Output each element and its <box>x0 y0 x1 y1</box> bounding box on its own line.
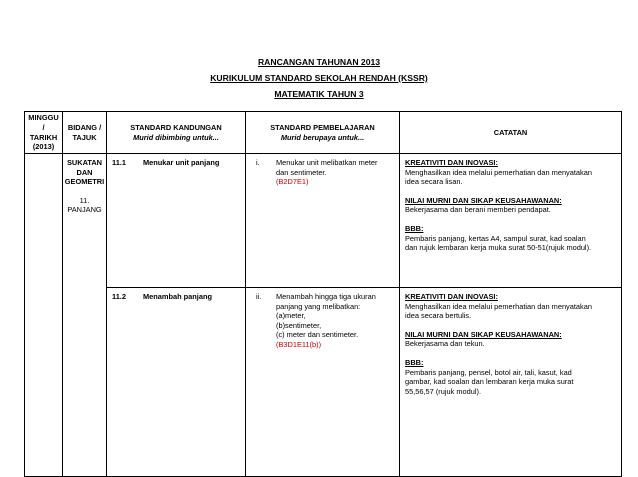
sp-code: (B3D1E11(b)) <box>276 339 322 349</box>
header-minggu: MINGGU / TARIKH (2013) <box>25 112 63 154</box>
header-standard-kandungan: STANDARD KANDUNGAN Murid dibimbing untuk... <box>107 112 246 154</box>
catatan-cell: KREATIVITI DAN INOVASI: Menghasilkan idea melalui pemerhatian dan menyatakan idea secara bertulis. NILAI MURNI DAN SIKAP KEUSAHAWANAN: Bekerjasama dan tekun. BBB: Pembaris panjang, pensel, botol air, tali, kasut, kad gambar, kad soalan dan lembaran kerja muka surat 55,56,57 (rujuk modul). <box>400 288 622 477</box>
table-row <box>25 154 622 288</box>
header-standard-pembelajaran: STANDARD PEMBELAJARAN Murid berupaya untuk... <box>246 112 400 154</box>
bidang-cell: SUKATAN DAN GEOMETRI 11. PANJANG <box>63 154 107 477</box>
minggu-cell <box>25 154 63 477</box>
subject-title: MATEMATIK TAHUN 3 <box>274 89 364 99</box>
sk-cell: 11.1 Menukar unit panjang <box>107 154 246 288</box>
sk-cell: 11.2 Menambah panjang <box>107 288 246 477</box>
header-catatan: CATATAN <box>400 112 622 154</box>
sp-code: (B2D7E1) <box>276 177 309 187</box>
curriculum-title: KURIKULUM STANDARD SEKOLAH RENDAH (KSSR) <box>210 73 428 83</box>
page-title: RANCANGAN TAHUNAN 2013 <box>257 57 381 67</box>
annual-plan-table <box>24 111 622 477</box>
catatan-cell: KREATIVITI DAN INOVASI: Menghasilkan idea melalui pemerhatian dan menyatakan idea secara lisan. NILAI MURNI DAN SIKAP KEUSAHAWANAN: Bekerjasama dan berani memberi pendapat. BBB: Pembaris panjang, kertas A4, sampul surat, kad soalan dan rujuk lembaran kerja muka surat 50-51(rujuk modul). <box>400 154 622 288</box>
table-row <box>25 288 622 477</box>
sp-cell: ii. Menambah hingga tiga ukuran panjang yang melibatkan: (a)meter, (b)sentimeter, (c) meter dan sentimeter. (B3D1E11(b)) <box>246 288 400 477</box>
sp-cell: i. Menukar unit melibatkan meter dan sentimeter. (B2D7E1) <box>246 154 400 288</box>
header-bidang: BIDANG / TAJUK <box>63 112 107 154</box>
table-header-row <box>25 112 622 154</box>
